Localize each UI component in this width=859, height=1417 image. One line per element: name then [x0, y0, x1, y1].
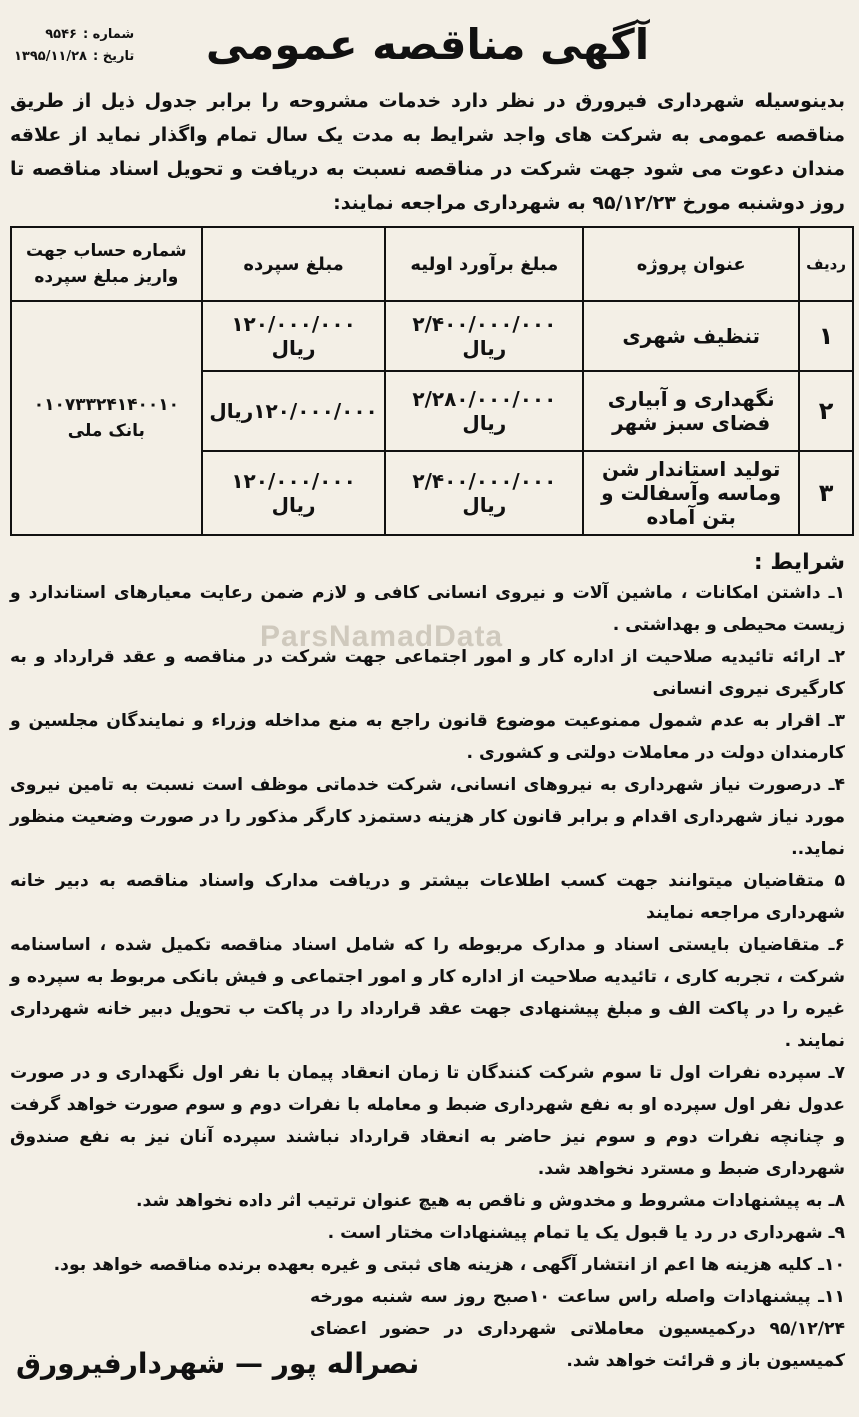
intro-paragraph: بدینوسیله شهرداری فیرورق در نظر دارد خدمات مشروحه را برابر جدول ذیل از طریق مناقصه عمومی به شرکت های واجد شرایط به مدت یک سال تمام واگذار نماید از علاقه مندان دعوت می شود جهت شرکت در مناقصه نسبت به دریافت و تحویل اسناد مناقصه تا روز دوشنبه مورخ ۹۵/۱۲/۲۳ به شهرداری مراجعه نمایند: [10, 90, 845, 214]
header-account: شماره حساب جهت واریز مبلغ سپرده [11, 227, 202, 301]
row-number: ۲ [799, 371, 853, 451]
notice-header [10, 6, 845, 76]
number-label: شماره : [82, 27, 135, 42]
table-header-row [11, 227, 853, 301]
condition-item: ۳ـ اقرار به عدم شمول ممنوعیت موضوع قانون راجع به منع مداخله وزراء و نمایندگان مجلسین و کارمندان دولت در معاملات دولتی و کشوری . [10, 711, 845, 763]
condition-item: ۹ـ شهرداری در رد یا قبول یک یا تمام پیشنهادات مختار است . [327, 1223, 845, 1243]
header-deposit: مبلغ سپرده [202, 227, 386, 301]
condition-item: ۲ـ ارائه تائیدیه صلاحیت از اداره کار و امور اجتماعی جهت شرکت در مناقصه و عقد قرارداد و به کارگیری نیروی انسانی [10, 647, 845, 699]
estimate-amount: ۲/۲۸۰/۰۰۰/۰۰۰ ریال [385, 371, 583, 451]
notice-meta [14, 24, 134, 68]
date-label: تاریخ : [92, 49, 135, 64]
account-cell [11, 301, 202, 535]
condition-item: ۱۰ـ کلیه هزینه ها اعم از انتشار آگهی ، هزینه های ثبتی و غیره بعهده برنده مناقصه خواهد بود. [53, 1255, 845, 1275]
header-estimate: مبلغ برآورد اولیه [385, 227, 583, 301]
deposit-amount: ۱۲۰/۰۰۰/۰۰۰ ریال [202, 301, 386, 371]
deposit-amount: ۱۲۰/۰۰۰/۰۰۰ ریال [202, 451, 386, 535]
project-title: تنظیف شهری [583, 301, 799, 371]
row-number: ۳ [799, 451, 853, 535]
project-title: نگهداری و آبیاری فضای سبز شهر [583, 371, 799, 451]
deposit-amount: ۱۲۰/۰۰۰/۰۰۰ریال [202, 371, 386, 451]
table-row [11, 301, 853, 371]
header-row-no: ردیف [799, 227, 853, 301]
project-title: تولید استاندار شن وماسه وآسفالت و بتن آماده [583, 451, 799, 535]
condition-item: ۷ـ سپرده نفرات اول تا سوم شرکت کنندگان تا زمان انعقاد پیمان با نفر اول نگهداری و در صورت عدول نفر اول سپرده او به نفع شهرداری ضبط و معامله با نفرات دوم و سوم صورت خواهد گرفت و چنانچه نفرات دوم و سوم نیز حاضر به انعقاد قرارداد نباشند سپرده آنان نیز به نفع صندوق شهرداری ضبط و مسترد نخواهد شد. [10, 1063, 845, 1179]
header-project: عنوان پروژه [583, 227, 799, 301]
estimate-amount: ۲/۴۰۰/۰۰۰/۰۰۰ ریال [385, 451, 583, 535]
condition-item: ۱ـ داشتن امکانات ، ماشین آلات و نیروی انسانی کافی و لازم ضمن رعایت معیارهای استاندارد و زیست محیطی و بهداشتی . [10, 583, 845, 635]
date-row [14, 46, 134, 68]
signature: نصراله پور — شهردارفیرورق [16, 1347, 420, 1380]
conditions-section [10, 550, 845, 1377]
estimate-amount: ۲/۴۰۰/۰۰۰/۰۰۰ ریال [385, 301, 583, 371]
condition-item: ۶ـ متقاضیان بایستی اسناد و مدارک مربوطه را که شامل اسناد مناقصه تکمیل شده ، اساسنامه شرکت ، تجربه کاری ، تائیدیه صلاحیت از اداره کار و امور اجتماعی و فیش بانکی مربوط به سپرده و غیره را در پاکت الف و مبلغ پیشنهادی جهت عقد قرارداد را در پاکت ب تحویل دبیر خانه شهرداری نمایند . [10, 935, 845, 1051]
account-number: ۰۱۰۷۳۳۲۴۱۴۰۰۱۰ [33, 395, 179, 415]
watermark: ParsNamadData [260, 620, 504, 653]
notice-title: آگهی مناقصه عمومی [205, 20, 650, 69]
condition-item: ۴ـ درصورت نیاز شهرداری به نیروهای انسانی، شرکت خدماتی موظف است نسبت به تامین نیروی مورد نیاز شهرداری اقدام و برابر قانون کار هزینه دستمزد کارگر مذکور را در صورت وضعیت منظور نماید.. [10, 775, 845, 859]
number-value: ۹۵۴۶ [45, 27, 77, 42]
number-row [14, 24, 134, 46]
condition-item: ۱۱ـ پیشنهادات واصله راس ساعت ۱۰صبح روز سه شنبه مورخه ۹۵/۱۲/۲۴ درکمیسیون معاملاتی شهرداری در حضور اعضای کمیسیون باز و قرائت خواهد شد. [310, 1287, 846, 1371]
bank-name: بانک ملی [67, 421, 145, 441]
projects-table [10, 226, 854, 536]
notice-footer [10, 1347, 845, 1417]
row-number: ۱ [799, 301, 853, 371]
condition-item: ۵ متقاضیان میتوانند جهت کسب اطلاعات بیشتر و دریافت مدارک واسناد مناقصه به دبیر خانه شهرداری مراجعه نمایند [10, 871, 845, 923]
condition-item: ۸ـ به پیشنهادات مشروط و مخدوش و ناقص به هیچ عنوان ترتیب اثر داده نخواهد شد. [136, 1191, 845, 1211]
date-value: ۱۳۹۵/۱۱/۲۸ [14, 49, 87, 64]
conditions-title: شرایط : [753, 550, 845, 575]
